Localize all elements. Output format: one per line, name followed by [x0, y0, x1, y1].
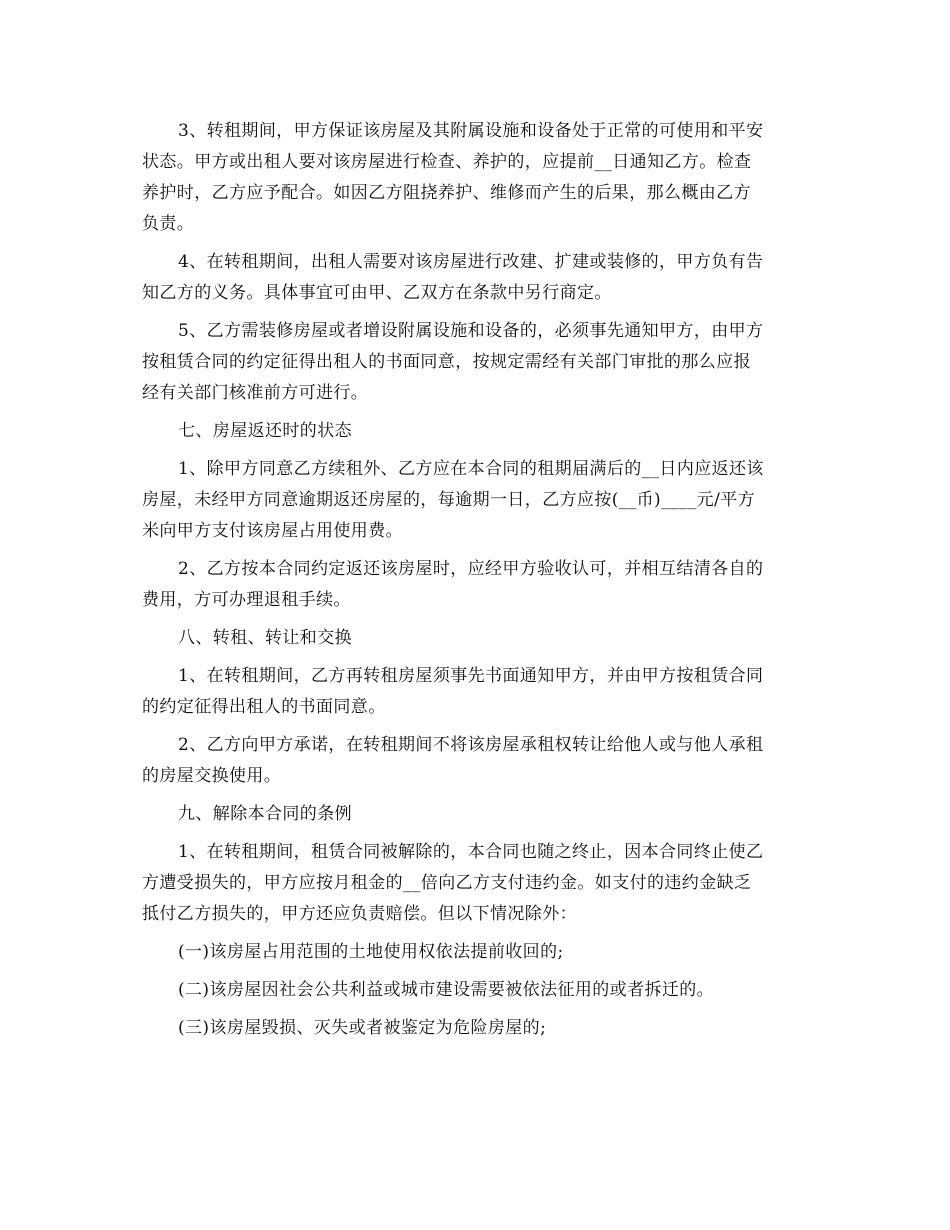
document-body: [142, 116, 810, 1051]
text-line: 方遭受损失的，甲方应按月租金的__倍向乙方支付违约金。如支付的违约金缺乏: [142, 873, 752, 893]
text-line: 经有关部门核准前方可进行。: [142, 383, 369, 403]
text-line: 米向甲方支付该房屋占用使用费。: [142, 521, 403, 541]
section-heading: [142, 799, 810, 830]
text-line: 3、转租期间，甲方保证该房屋及其附属设施和设备处于正常的可使用和平安: [178, 121, 764, 141]
text-line: 2、乙方向甲方承诺，在转租期间不将该房屋承租权转让给他人或与他人承租: [178, 735, 764, 755]
text-line: 的房屋交换使用。: [142, 766, 282, 786]
heading-text: 九、解除本合同的条例: [178, 804, 352, 824]
text-line: 知乙方的义务。具体事宜可由甲、乙双方在条款中另行商定。: [142, 283, 612, 303]
text-line: (三)该房屋毁损、灭失或者被鉴定为危险房屋的;: [178, 1018, 547, 1038]
list-item: [142, 937, 810, 968]
text-line: 按租赁合同的约定征得出租人的书面同意，按规定需经有关部门审批的那么应报: [142, 352, 751, 372]
heading-text: 八、转租、转让和交换: [178, 628, 352, 648]
list-item: [142, 1013, 810, 1044]
text-line: 2、乙方按本合同约定返还该房屋时，应经甲方验收认可，并相互结清各自的: [178, 559, 764, 579]
text-line: 1、在转租期间，租赁合同被解除的，本合同也随之终止，因本合同终止使乙: [178, 842, 764, 862]
text-line: 负责。: [142, 214, 195, 234]
section-heading: [142, 416, 810, 447]
clause-paragraph: [142, 730, 810, 792]
text-line: 1、除甲方同意乙方续租外、乙方应在本合同的租期届满后的__日内应返还该: [178, 459, 764, 479]
section-heading: [142, 623, 810, 654]
text-line: 的约定征得出租人的书面同意。: [142, 697, 386, 717]
text-line: 房屋，未经甲方同意逾期返还房屋的，每逾期一日，乙方应按(__币)____元/平方: [142, 490, 755, 510]
list-item: [142, 975, 810, 1006]
clause-paragraph: [142, 661, 810, 723]
text-line: 1、在转租期间，乙方再转租房屋须事先书面通知甲方，并由甲方按租赁合同: [178, 666, 764, 686]
text-line: 状态。甲方或出租人要对该房屋进行检查、养护的，应提前__日通知乙方。检查: [142, 152, 752, 172]
clause-paragraph: [142, 116, 810, 240]
text-line: 4、在转租期间，出租人需要对该房屋进行改建、扩建或装修的，甲方负有告: [178, 252, 764, 272]
clause-paragraph: [142, 554, 810, 616]
clause-paragraph: [142, 454, 810, 547]
text-line: 5、乙方需装修房屋或者增设附属设施和设备的，必须事先通知甲方，由甲方: [178, 321, 764, 341]
text-line: 抵付乙方损失的，甲方还应负责赔偿。但以下情况除外：: [142, 904, 577, 924]
text-line: 费用，方可办理退租手续。: [142, 590, 351, 610]
clause-paragraph: [142, 837, 810, 930]
text-line: (一)该房屋占用范围的土地使用权依法提前收回的;: [178, 942, 564, 962]
clause-paragraph: [142, 316, 810, 409]
text-line: (二)该房屋因社会公共利益或城市建设需要被依法征用的或者拆迁的。: [178, 980, 715, 1000]
clause-paragraph: [142, 247, 810, 309]
text-line: 养护时，乙方应予配合。如因乙方阻挠养护、维修而产生的后果，那么概由乙方: [142, 183, 751, 203]
heading-text: 七、房屋返还时的状态: [178, 421, 352, 441]
